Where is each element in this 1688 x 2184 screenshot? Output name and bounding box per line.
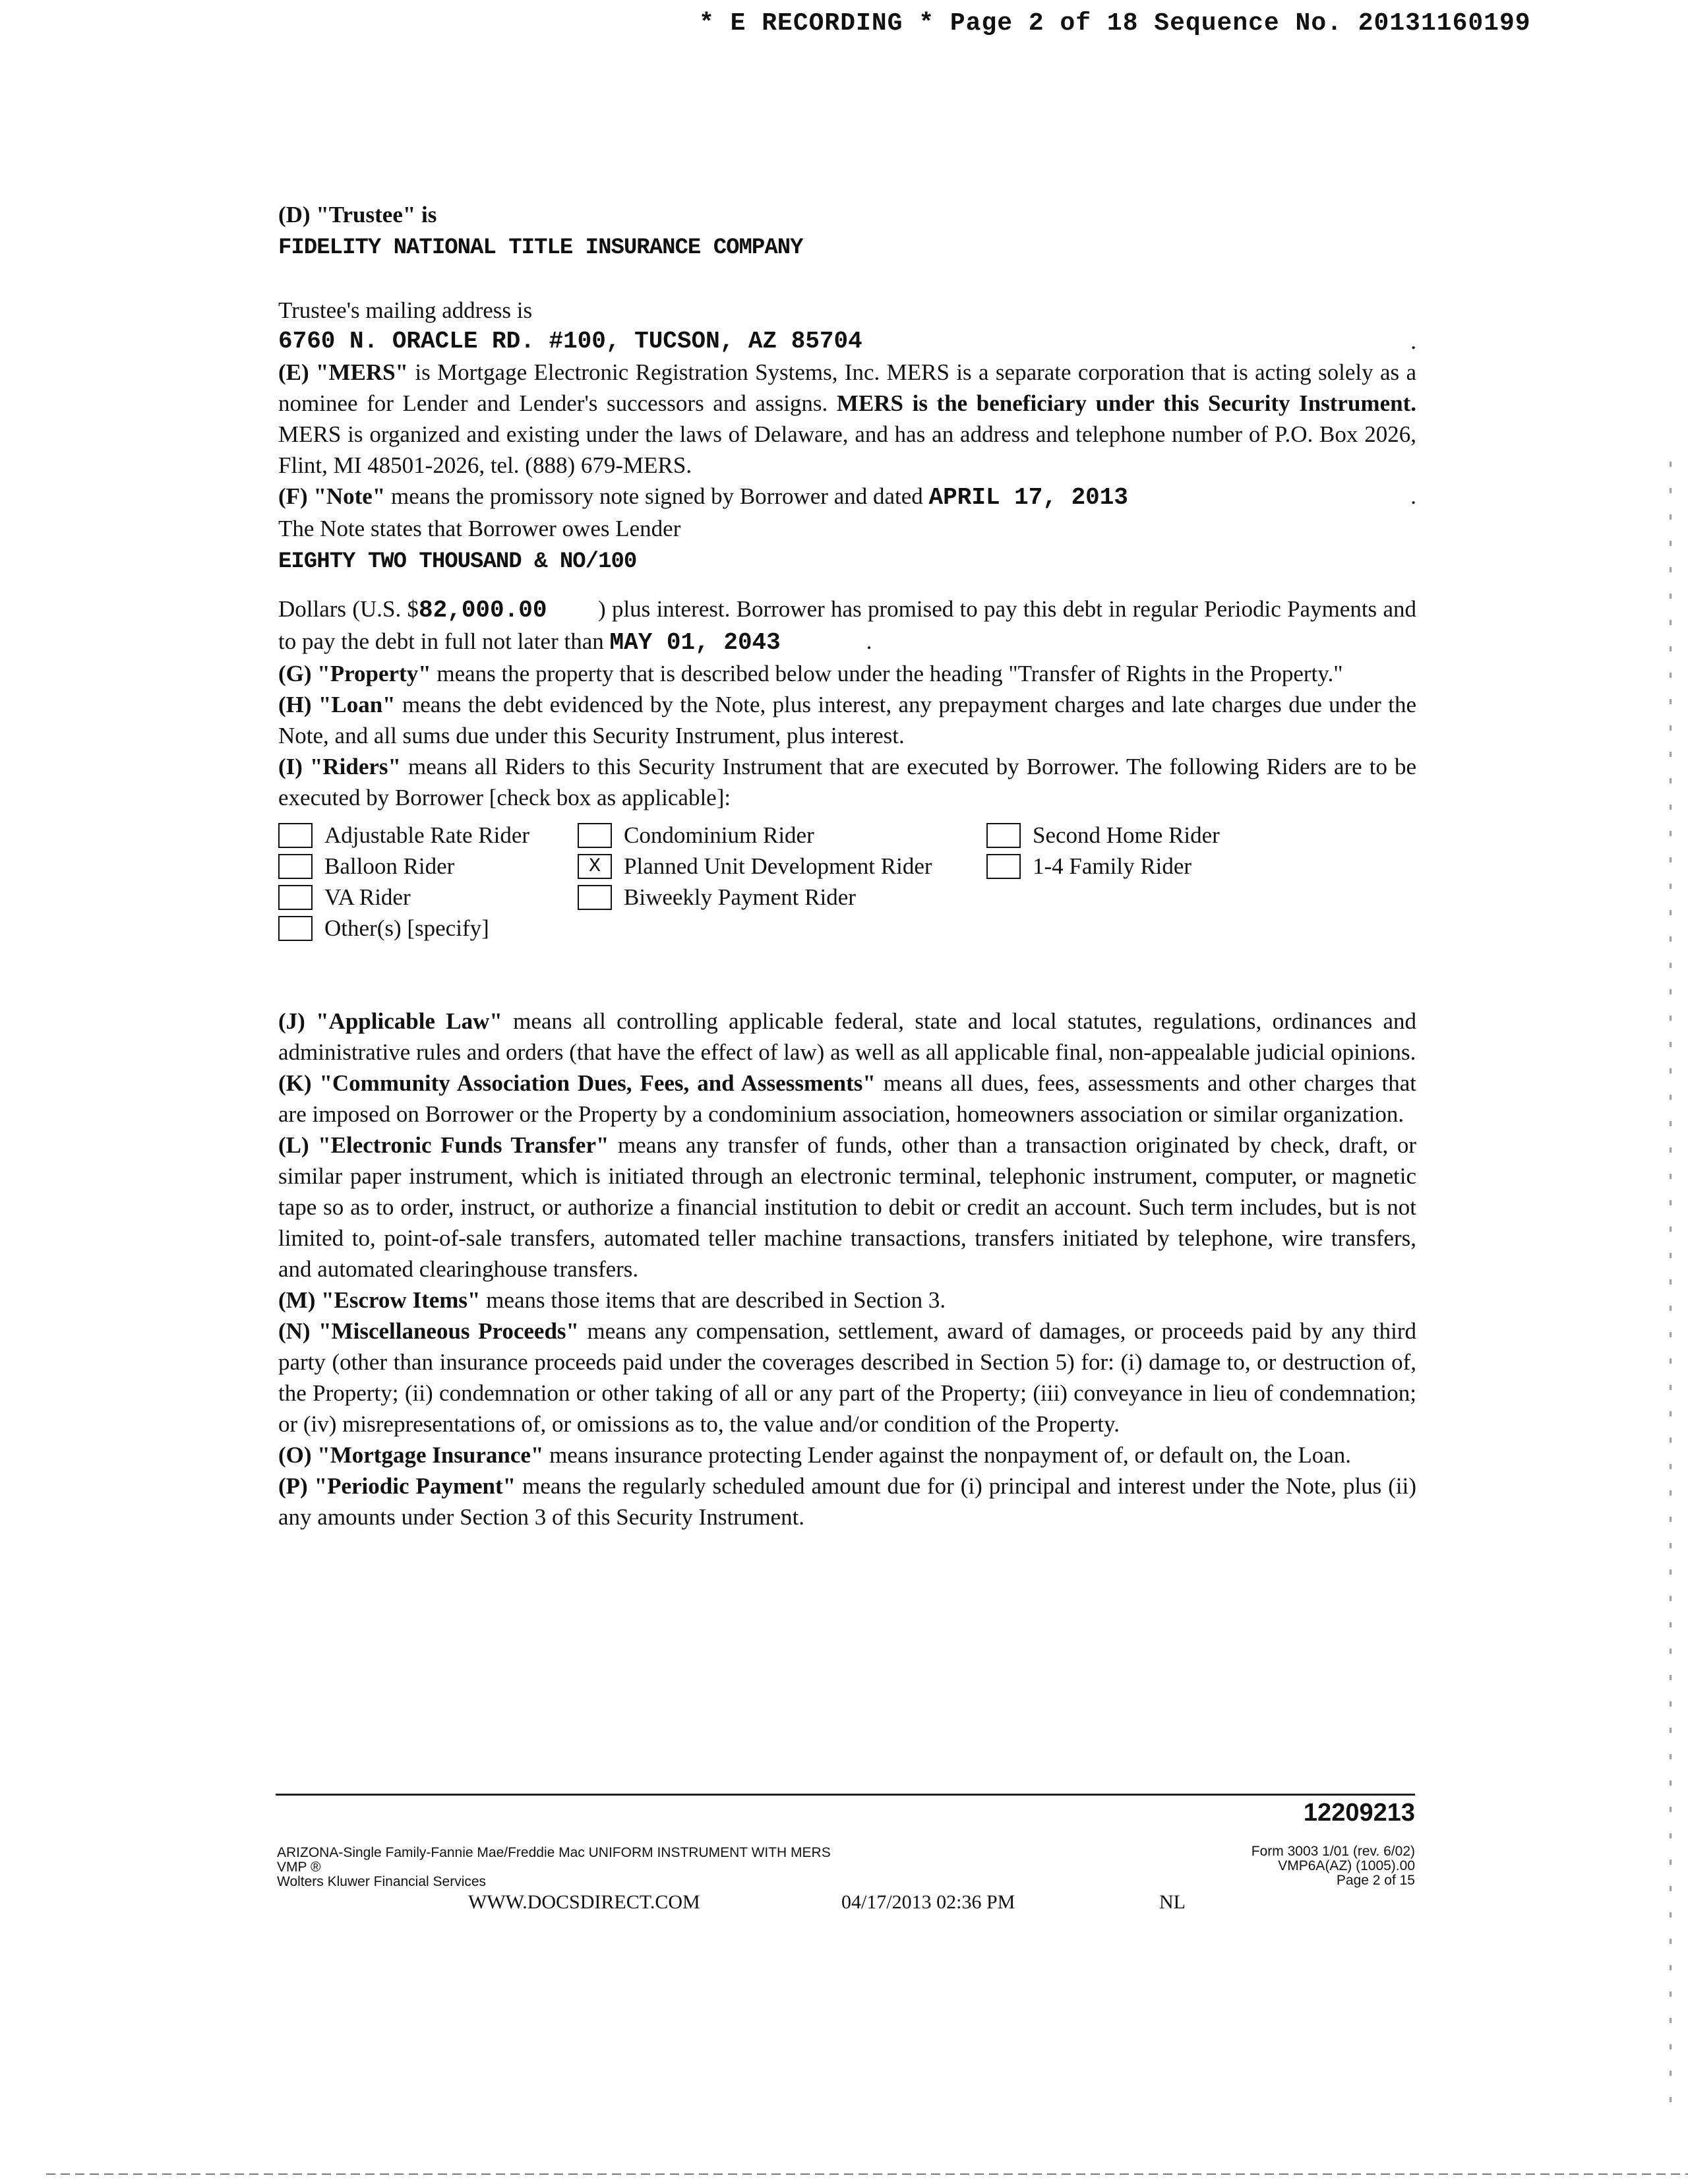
checkbox[interactable] — [986, 823, 1021, 848]
section-l: (L) "Electronic Funds Transfer" means any transfer of funds, other than a transaction originated by check, draft, or similar paper instrument, which is initiated through an electronic terminal, telephonic instrument, computer, or magnetic tape so as to order, instruct, or authorize a financial institution to debit or credit an account. Such term includes, but is not limited to, point-of-sale transfers, automated teller machine transactions, transfers initiated by telephone, wire transfers, and automated clearinghouse transfers. — [278, 1132, 1416, 1282]
recording-stamp: * E RECORDING * Page 2 of 18 Sequence No. 20131160199 — [699, 9, 1531, 38]
footer-divider — [276, 1794, 1415, 1796]
print-datetime: 04/17/2013 02:36 PM — [841, 1891, 1015, 1913]
amount-number: 82,000.00 — [419, 597, 547, 624]
section-j: (J) "Applicable Law" means all controlling applicable federal, state and local statutes, regulations, ordinances and administrative rules and orders (that have the effect of law) as well as all applicable final, non-appealable judicial opinions. — [278, 1008, 1416, 1065]
section-h: (H) "Loan" means the debt evidenced by the Note, plus interest, any prepayment charges and late charges due under the Note, and all sums due under this Security Instrument, plus interest. — [278, 692, 1416, 748]
maturity-date: MAY 01, 2043 — [609, 629, 781, 656]
form-page: Page 2 of 15 — [1336, 1873, 1415, 1888]
trustee-address: 6760 N. ORACLE RD. #100, TUCSON, AZ 85704 . — [278, 326, 1416, 357]
section-f: (F) "Note" means the promissory note signed by Borrower and dated APRIL 17, 2013 . — [278, 483, 1416, 511]
checkbox[interactable] — [278, 916, 313, 941]
borrower-initials: NL — [1159, 1891, 1186, 1913]
checkbox[interactable] — [578, 885, 612, 910]
rider-second-home: Second Home Rider — [986, 820, 1329, 851]
vmp-mark: VMP ® — [277, 1860, 321, 1875]
rider-balloon: Balloon Rider — [278, 851, 578, 882]
section-d-intro: (D) "Trustee" is — [278, 202, 437, 228]
rider-other: Other(s) [specify] — [278, 913, 578, 944]
trustee-address-value: 6760 N. ORACLE RD. #100, TUCSON, AZ 85704 — [278, 328, 862, 355]
note-date: APRIL 17, 2013 — [928, 484, 1128, 511]
rider-1-4-family: 1-4 Family Rider — [986, 851, 1329, 882]
owes-line: The Note states that Borrower owes Lender — [278, 516, 681, 541]
rider-empty-cell — [986, 882, 1329, 913]
dollars-line: Dollars (U.S. $82,000.00 ) plus interest. Borrower has promised to pay this debt in regular Periodic Payments and to pay the debt in full not later than MAY 01, 2043 . — [278, 596, 1417, 656]
checkbox[interactable] — [278, 854, 313, 879]
website: WWW.DOCSDIRECT.COM — [468, 1891, 700, 1913]
amount-words: EIGHTY TWO THOUSAND & NO/100 — [278, 549, 637, 574]
rider-planned-unit-development: X Planned Unit Development Rider — [578, 851, 986, 882]
riders-checklist — [278, 820, 1416, 944]
section-m: (M) "Escrow Items" means those items that are described in Section 3. — [278, 1287, 946, 1313]
publisher: Wolters Kluwer Financial Services — [277, 1874, 487, 1889]
section-p: (P) "Periodic Payment" means the regularly scheduled amount due for (i) principal and interest under the Note, plus (ii) any amounts under Section 3 of this Security Instrument. — [278, 1473, 1417, 1530]
checkbox[interactable] — [986, 854, 1021, 879]
section-n: (N) "Miscellaneous Proceeds" means any compensation, settlement, award of damages, or proceeds paid by any third party (other than insurance proceeds paid under the coverages described in Section 5) for: (i) damage to, or destruction of, the Property; (ii) condemnation or other taking of all or any part of the Property; (iii) conveyance in lieu of condemnation; or (iv) misrepresentations of, or omissions as to, the value and/or condition of the Property. — [278, 1318, 1417, 1437]
document-body — [278, 199, 1416, 1532]
form-code: VMP6A(AZ) (1005).00 — [1278, 1858, 1415, 1873]
rider-condominium: Condominium Rider — [578, 820, 986, 851]
rider-va: VA Rider — [278, 882, 578, 913]
section-o: (O) "Mortgage Insurance" means insurance protecting Lender against the nonpayment of, or default on, the Loan. — [278, 1442, 1351, 1468]
trustee-name: FIDELITY NATIONAL TITLE INSURANCE COMPANY — [278, 235, 803, 260]
form-number: Form 3003 1/01 (rev. 6/02) — [1251, 1844, 1415, 1859]
trustee-address-label: Trustee's mailing address is — [278, 297, 533, 323]
section-g: (G) "Property" means the property that is described below under the heading "Transfer of Rights in the Property." — [278, 661, 1343, 686]
form-title: ARIZONA-Single Family-Fannie Mae/Freddie Mac UNIFORM INSTRUMENT WITH MERS — [277, 1845, 831, 1860]
checkbox[interactable] — [278, 885, 313, 910]
loan-number: 12209213 — [1303, 1799, 1415, 1827]
checkbox[interactable] — [278, 823, 313, 848]
section-e: (E) "MERS" is Mortgage Electronic Registration Systems, Inc. MERS is a separate corporation that is acting solely as a nominee for Lender and Lender's successors and assigns. MERS is the beneficiary under this Security Instrument. MERS is organized and existing under the laws of Delaware, and has an address and telephone number of P.O. Box 2026, Flint, MI 48501-2026, tel. (888) 679-MERS. — [278, 359, 1416, 478]
section-k: (K) "Community Association Dues, Fees, and Assessments" means all dues, fees, assessments and other charges that are imposed on Borrower or the Property by a condominium association, homeowners association or similar organization. — [278, 1070, 1416, 1127]
section-i: (I) "Riders" means all Riders to this Security Instrument that are executed by Borrower. The following Riders are to be executed by Borrower [check box as applicable]: — [278, 754, 1417, 810]
checkbox-checked[interactable]: X — [578, 854, 612, 879]
checkbox[interactable] — [578, 823, 612, 848]
scan-artifact-bottom — [46, 2173, 1688, 2175]
rider-adjustable-rate: Adjustable Rate Rider — [278, 820, 578, 851]
scan-artifact-right — [1670, 462, 1672, 2110]
rider-biweekly-payment: Biweekly Payment Rider — [578, 882, 986, 913]
